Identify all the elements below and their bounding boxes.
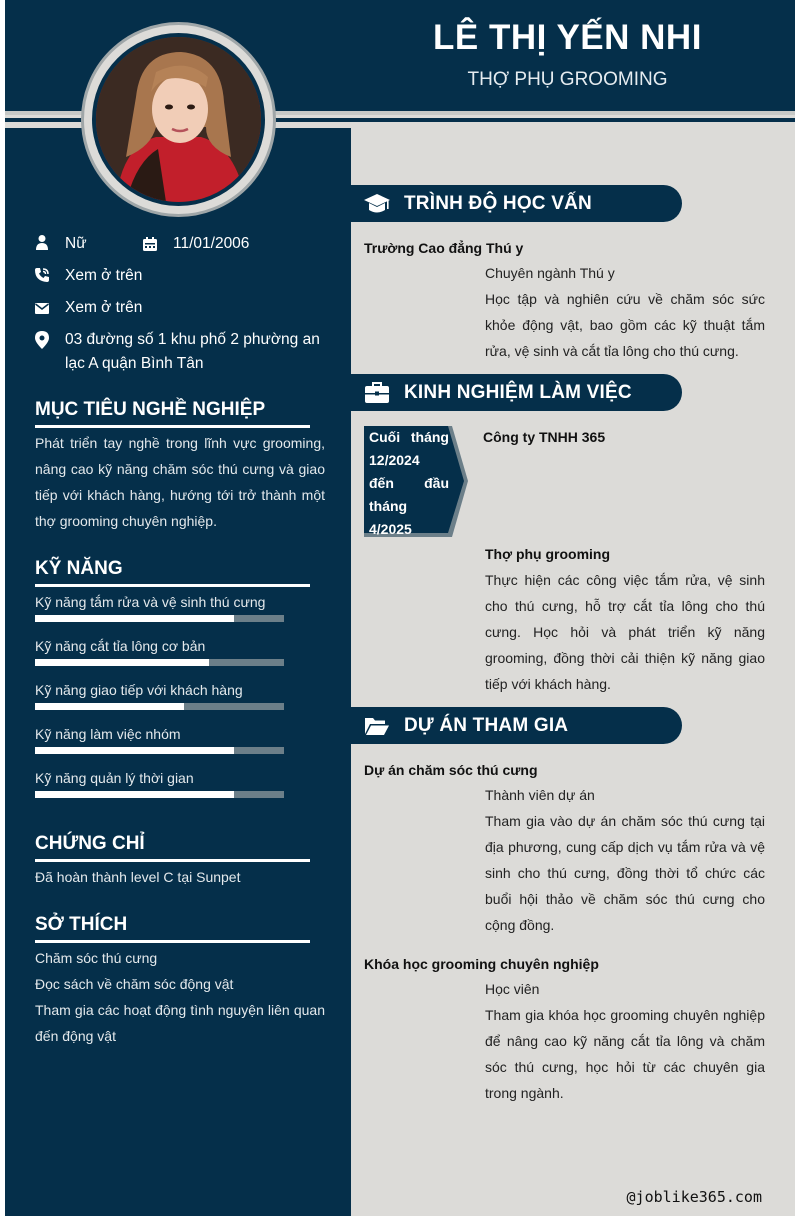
skill-label: Kỹ năng cắt tỉa lông cơ bản (35, 638, 206, 654)
hobby-item: Đọc sách về chăm sóc động vật (35, 976, 234, 992)
date-line: tháng (369, 498, 408, 514)
date-line: 4/2025 (369, 521, 412, 537)
skill-level-fill (35, 659, 209, 666)
project-role: Học viên (485, 981, 540, 997)
project-name: Dự án chăm sóc thú cưng (364, 762, 538, 778)
avatar (96, 37, 261, 202)
experience-title: KINH NGHIỆM LÀM VIỆC (404, 382, 632, 403)
skills-rule (35, 584, 310, 587)
watermark: @joblike365.com (626, 1188, 762, 1206)
skill-bar (35, 659, 284, 666)
sidebar (5, 128, 351, 1216)
skill-level-fill (35, 791, 234, 798)
objective-text: Phát triển tay nghề trong lĩnh vực grooming, nâng cao kỹ năng chăm sóc thú cưng và giao tiếp với khách hàng, hướng tới trở thành một thợ grooming chuyên nghiệp. (35, 435, 325, 529)
candidate-name: LÊ THỊ YẾN NHI (433, 18, 702, 57)
calendar-icon (142, 236, 158, 252)
school-name: Trường Cao đẳng Thú y (364, 240, 524, 256)
graduation-cap-icon (364, 192, 390, 216)
certificates-rule (35, 859, 310, 862)
project-name: Khóa học grooming chuyên nghiệp (364, 956, 599, 972)
projects-title: DỰ ÁN THAM GIA (404, 715, 569, 736)
position: Thợ phụ grooming (485, 546, 611, 562)
skill-label: Kỹ năng quản lý thời gian (35, 770, 194, 786)
address-value: 03 đường số 1 khu phố 2 phường an lạc A quận Bình Tân (65, 331, 320, 372)
date-line: đến đầu (369, 475, 449, 491)
skill-bar (35, 703, 284, 710)
skill-label: Kỹ năng làm việc nhóm (35, 726, 181, 742)
cv-page (5, 0, 795, 1216)
objective-rule (35, 425, 310, 428)
hobby-item: Chăm sóc thú cưng (35, 950, 158, 966)
dob-value: 11/01/2006 (173, 235, 250, 252)
hobbies-title: SỞ THÍCH (35, 914, 128, 935)
certificate-item: Đã hoàn thành level C tại Sunpet (35, 869, 241, 885)
project-desc: Tham gia vào dự án chăm sóc thú cưng tại địa phương, cung cấp dịch vụ tắm rửa và vệ sinh cho thú cưng, đồng thời tổ chức các buổi hội thảo về chăm sóc thú cưng cho cộng đồng. (485, 813, 765, 933)
project-desc: Tham gia khóa học grooming chuyên nghiệp để nâng cao kỹ năng cắt tỉa lông và chăm sóc thú cưng, học hỏi từ các chuyên gia trong ngành. (485, 1007, 765, 1101)
objective-title: MỤC TIÊU NGHỀ NGHIỆP (35, 399, 266, 420)
folder-open-icon (364, 714, 390, 738)
email-value: Xem ở trên (65, 299, 143, 316)
project-role: Thành viên dự án (485, 787, 595, 803)
phone-value: Xem ở trên (65, 267, 143, 284)
education-banner (350, 185, 682, 222)
user-icon (34, 234, 50, 250)
skill-level-fill (35, 615, 234, 622)
briefcase-icon (364, 381, 390, 405)
education-desc: Học tập và nghiên cứu về chăm sóc sức khỏe động vật, bao gồm các kỹ thuật tắm rửa, vệ sinh và cắt tỉa lông cho thú cưng. (485, 291, 765, 359)
experience-desc: Thực hiện các công việc tắm rửa, vệ sinh cho thú cưng, hỗ trợ cắt tỉa lông cho thú cưng. Học hỏi và phát triển kỹ năng grooming, đồng thời cải thiện kỹ năng giao tiếp với khách hàng. (485, 572, 765, 692)
skill-label: Kỹ năng tắm rửa và vệ sinh thú cưng (35, 594, 266, 610)
avatar-border (92, 33, 265, 206)
skill-bar (35, 615, 284, 622)
certificates-title: CHỨNG CHỈ (35, 833, 145, 854)
experience-banner (350, 374, 682, 411)
date-line: Cuối tháng (369, 429, 449, 445)
skill-level-fill (35, 703, 184, 710)
avatar-frame (81, 22, 276, 217)
skills-title: KỸ NĂNG (35, 558, 123, 579)
skill-label: Kỹ năng giao tiếp với khách hàng (35, 682, 243, 698)
skill-bar (35, 791, 284, 798)
date-line: 12/2024 (369, 452, 420, 468)
company-name: Công ty TNHH 365 (483, 429, 606, 445)
major: Chuyên ngành Thú y (485, 265, 615, 281)
hobby-item: Tham gia các hoạt động tình nguyện liên quan đến động vật (35, 1002, 325, 1044)
skill-bar (35, 747, 284, 754)
hobbies-rule (35, 940, 310, 943)
gender-value: Nữ (65, 235, 87, 252)
phone-icon (34, 267, 50, 283)
skill-level-fill (35, 747, 234, 754)
education-title: TRÌNH ĐỘ HỌC VẤN (404, 193, 592, 214)
email-icon (34, 300, 50, 316)
projects-banner (350, 707, 682, 744)
location-pin-icon (34, 331, 50, 349)
candidate-role: THỢ PHỤ GROOMING (467, 69, 668, 90)
experience-date (369, 426, 449, 541)
